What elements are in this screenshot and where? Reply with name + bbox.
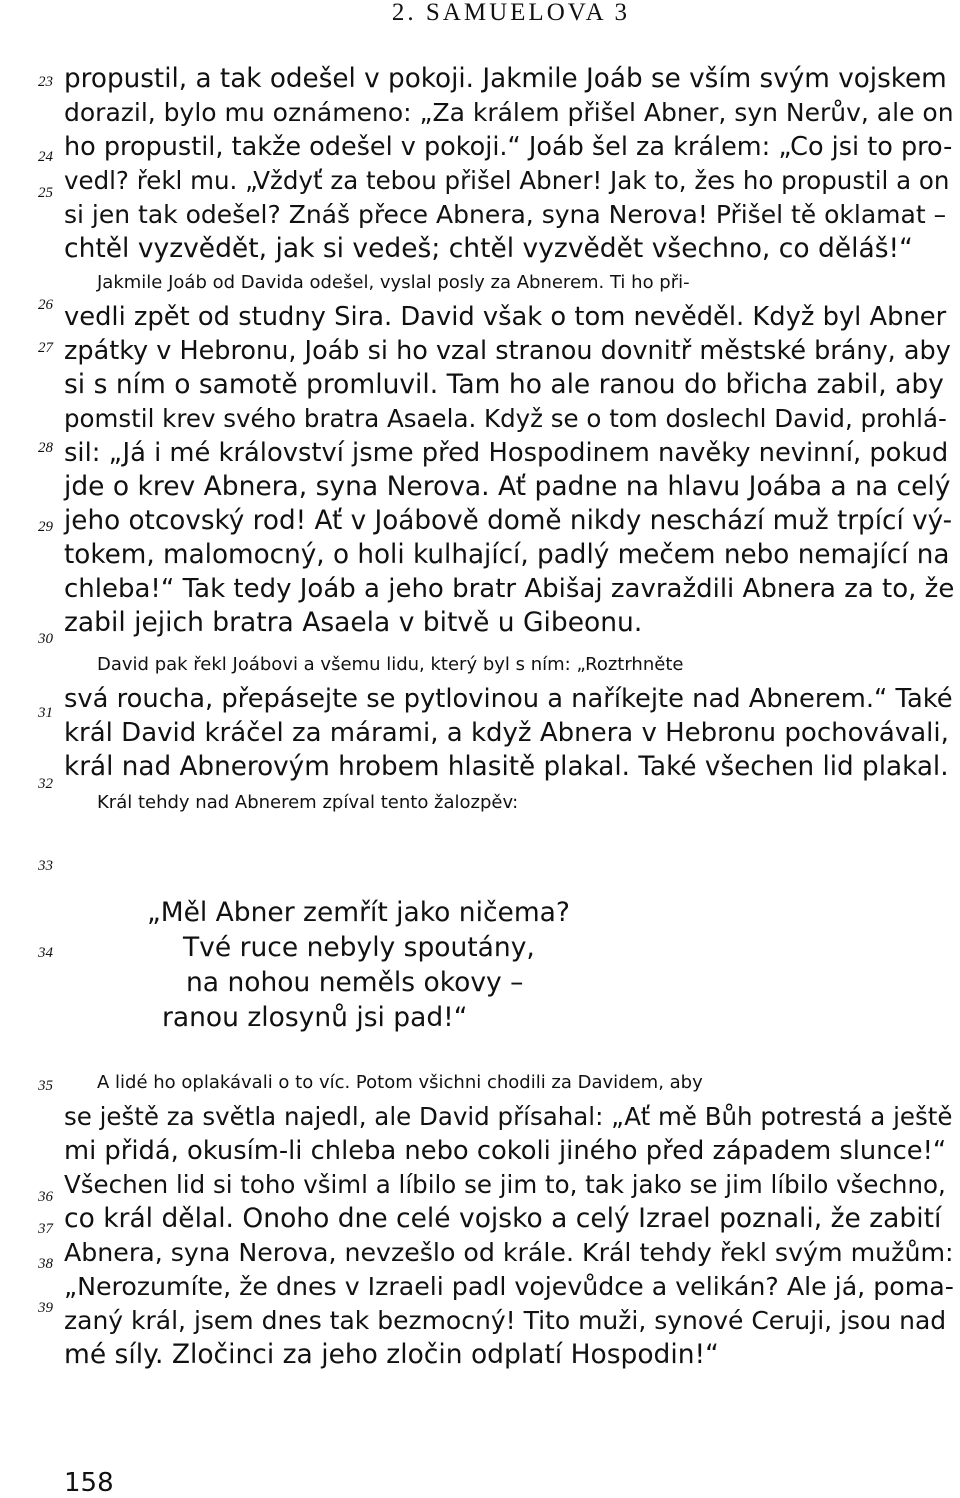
- verse-number: 38: [38, 1256, 53, 1272]
- poem-line: na nohou neměls okovy –: [186, 967, 524, 998]
- text-line: si s ním o samotě promluvil. Tam ho ale ranou do břicha zabil, aby: [64, 369, 944, 400]
- text-line: mé síly. Zločinci za jeho zločin odplatí Hospodin!“: [64, 1339, 719, 1370]
- verse-number: 37: [38, 1221, 53, 1237]
- text-line: král David kráčel za márami, a když Abnera v Hebronu pochovávali,: [64, 718, 949, 748]
- verse-number: 33: [38, 858, 53, 874]
- verse-number: 29: [38, 519, 53, 535]
- verse-number: 31: [38, 705, 53, 721]
- text-line: co král dělal. Onoho dne celé vojsko a celý Izrael poznali, že zabití: [64, 1203, 942, 1234]
- text-line: A lidé ho oplakávali o to víc. Potom všichni chodili za Davidem, aby: [97, 1072, 703, 1093]
- text-line: vedli zpět od studny Sira. David však o tom nevěděl. Když byl Abner: [64, 302, 947, 332]
- text-line: vedl? řekl mu. „Vždyť za tebou přišel Abner! Jak to, žes ho propustil a on: [64, 166, 950, 195]
- verse-number: 28: [38, 440, 53, 456]
- text-line: zabil jejich bratra Asaela v bitvě u Gibeonu.: [64, 607, 643, 638]
- text-line: Abnera, syna Nerova, nevzešlo od krále. Král tehdy řekl svým mužům:: [64, 1238, 954, 1267]
- verse-number: 39: [38, 1300, 53, 1316]
- text-line: zpátky v Hebronu, Joáb si ho vzal stranou dovnitř městské brány, aby: [64, 336, 951, 366]
- text-line: „Nerozumíte, že dnes v Izraeli padl vojevůdce a velikán? Ale já, poma-: [64, 1272, 954, 1301]
- text-line: chtěl vyzvědět, jak si vedeš; chtěl vyzvědět všechno, co děláš!“: [64, 233, 913, 264]
- poem-line: Tvé ruce nebyly spoutány,: [183, 932, 535, 963]
- text-line: propustil, a tak odešel v pokoji. Jakmile Joáb se vším svým vojskem: [64, 64, 947, 94]
- verse-number: 27: [38, 340, 53, 356]
- text-line: David pak řekl Joábovi a všemu lidu, který byl s ním: „Roztrhněte: [97, 654, 684, 675]
- text-line: dorazil, bylo mu oznámeno: „Za králem přišel Abner, syn Nerův, ale on: [64, 98, 954, 127]
- verse-number: 34: [38, 945, 53, 961]
- text-line: chleba!“ Tak tedy Joáb a jeho bratr Abišaj zavraždili Abnera za to, že: [64, 574, 955, 604]
- poem-line: ranou zlosynů jsi pad!“: [162, 1002, 468, 1033]
- text-line: Jakmile Joáb od Davida odešel, vyslal posly za Abnerem. Ti ho při-: [97, 272, 690, 293]
- text-line: Všechen lid si toho všiml a líbilo se jim to, tak jako se jim líbilo všechno,: [64, 1170, 946, 1199]
- text-line: zaný král, jsem dnes tak bezmocný! Tito muži, synové Ceruji, jsou nad: [64, 1306, 947, 1335]
- page-number: 158: [64, 1468, 114, 1498]
- verse-number: 24: [38, 149, 53, 165]
- verse-number: 36: [38, 1189, 53, 1205]
- running-header: 2. SAMUELOVA 3: [391, 0, 630, 26]
- poem-line: „Měl Abner zemřít jako ničema?: [147, 897, 570, 928]
- verse-number: 35: [38, 1078, 53, 1094]
- text-line: tokem, malomocný, o holi kulhající, padlý mečem nebo nemající na: [64, 540, 950, 570]
- text-line: Král tehdy nad Abnerem zpíval tento žalozpěv:: [97, 792, 519, 813]
- verse-number: 26: [38, 297, 53, 313]
- text-line: svá roucha, přepásejte se pytlovinou a naříkejte nad Abnerem.“ Také: [64, 684, 953, 714]
- text-line: ho propustil, takže odešel v pokoji.“ Joáb šel za králem: „Co jsi to pro-: [64, 132, 953, 162]
- text-line: si jen tak odešel? Znáš přece Abnera, syna Nerova! Přišel tě oklamat –: [64, 200, 947, 229]
- text-line: mi přidá, okusím-li chleba nebo cokoli jiného před západem slunce!“: [64, 1136, 947, 1166]
- text-line: jeho otcovský rod! Ať v Joábově domě nikdy neschází muž trpící vý-: [64, 506, 953, 536]
- verse-number: 25: [38, 185, 53, 201]
- verse-number: 23: [38, 74, 53, 90]
- text-line: pomstil krev svého bratra Asaela. Když se o tom doslechl David, prohlá-: [64, 404, 947, 433]
- text-line: sil: „Já i mé království jsme před Hospodinem navěky nevinní, pokud: [64, 438, 949, 468]
- text-line: se ještě za světla najedl, ale David přísahal: „Ať mě Bůh potrestá a ještě: [64, 1102, 953, 1131]
- verse-number: 32: [38, 776, 53, 792]
- text-line: jde o krev Abnera, syna Nerova. Ať padne na hlavu Joába a na celý: [64, 471, 951, 502]
- text-line: král nad Abnerovým hrobem hlasitě plakal. Také všechen lid plakal.: [64, 752, 949, 782]
- verse-number: 30: [38, 631, 53, 647]
